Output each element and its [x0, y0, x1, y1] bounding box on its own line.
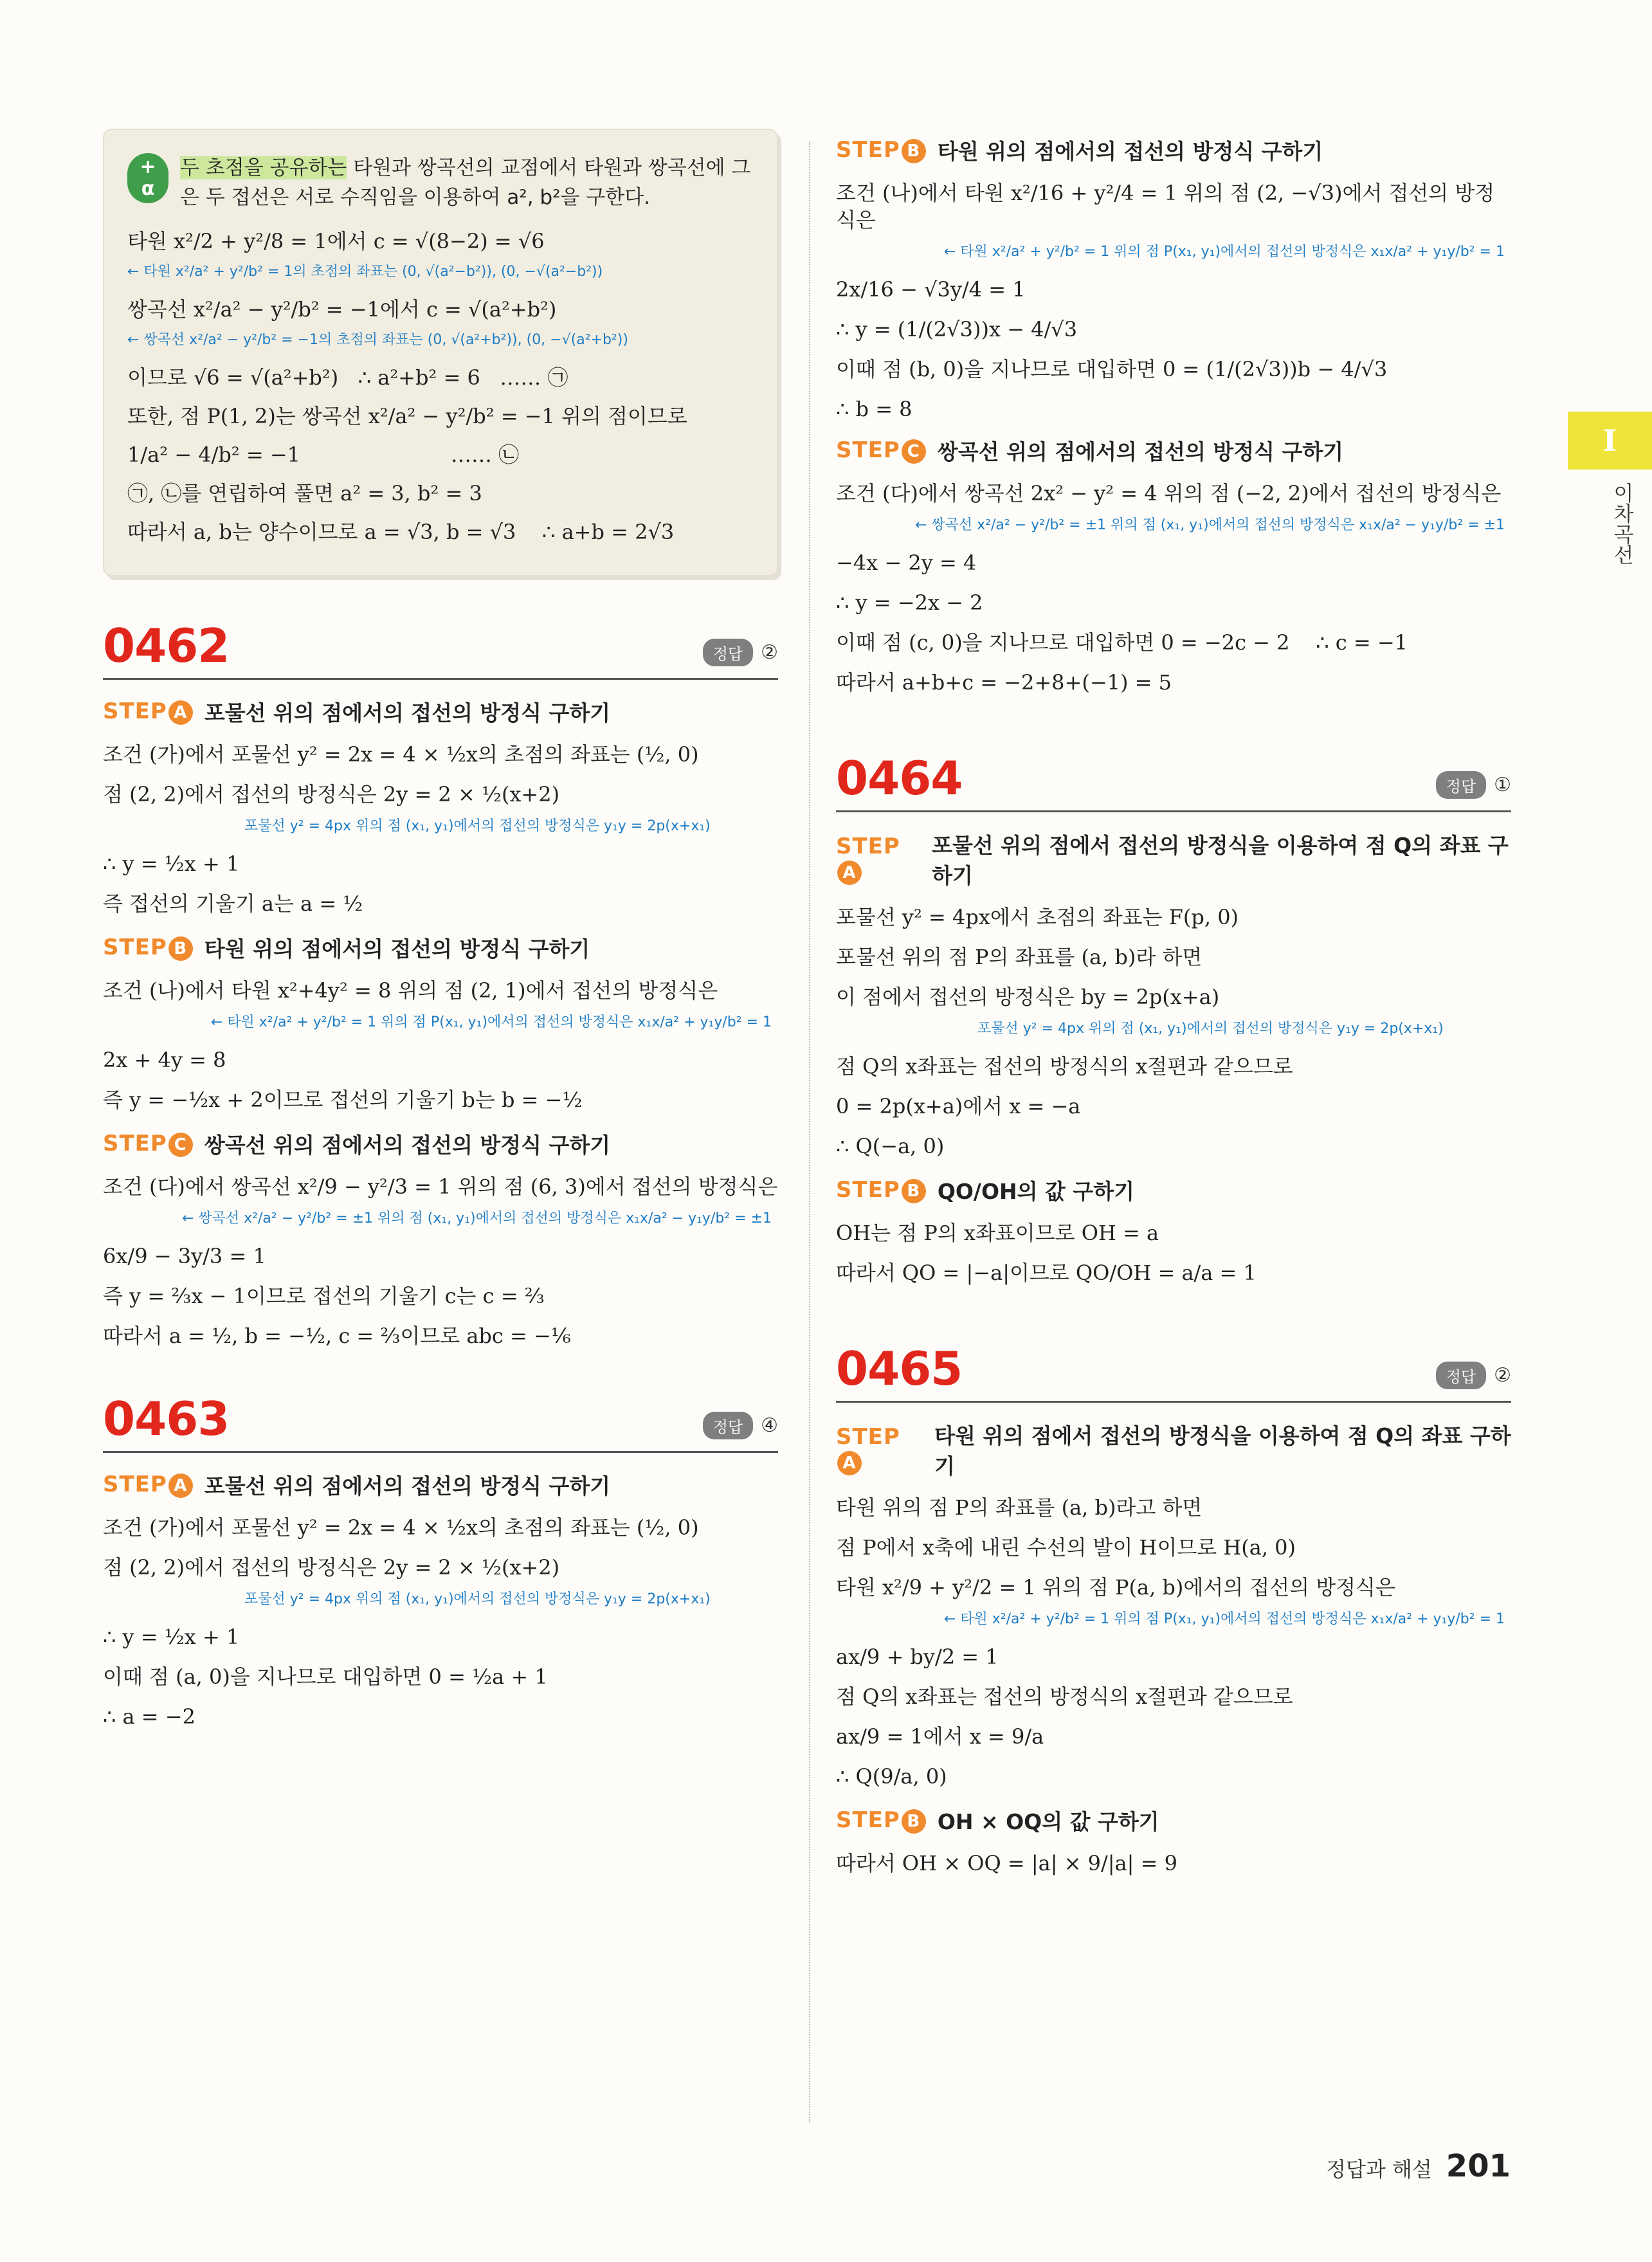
step-letter-icon: A	[168, 700, 193, 725]
step-title: 타원 위의 점에서 접선의 방정식을 이용하여 점 Q의 좌표 구하기	[934, 1423, 1511, 1479]
step-heading	[836, 1805, 1511, 1836]
solution-step	[836, 435, 1511, 696]
step-title: 포물선 위의 점에서의 접선의 방정식 구하기	[204, 1473, 611, 1499]
step-heading	[103, 1129, 778, 1159]
problem-header	[103, 1394, 778, 1453]
problem-header	[836, 751, 1511, 812]
step-label: STEP C	[836, 437, 926, 464]
solution-line: 조건 (나)에서 타원 x²+4y² = 8 위의 점 (2, 1)에서 접선의 방정식은	[103, 978, 718, 1003]
solution-step	[836, 1419, 1511, 1790]
step-heading	[836, 435, 1511, 466]
solution-line: 점 Q의 x좌표는 접선의 방정식의 x절편과 같으므로	[836, 1054, 1293, 1079]
solution-line: 이때 점 (b, 0)을 지나므로 대입하면 0 = (1/(2√3))b − 4/√3	[836, 357, 1388, 381]
problem-header	[103, 621, 778, 680]
solution-line: 점 P에서 x축에 내린 수선의 발이 H이므로 H(a, 0)	[836, 1535, 1296, 1560]
answer-badge: 정답	[703, 639, 753, 666]
step-letter-icon: A	[837, 1451, 862, 1475]
problem-0462	[103, 621, 778, 1349]
answer-badge: 정답	[1436, 1362, 1486, 1389]
step-letter-icon: A	[168, 1473, 193, 1498]
answer-indicator	[1436, 1362, 1511, 1393]
chapter-tab	[1568, 412, 1652, 470]
solution-line: 2x/16 − √3y/4 = 1	[836, 277, 1026, 302]
formula-note: ← 타원 x²/a² + y²/b² = 1 위의 점 P(x₁, y₁)에서의 접선의 방정식은 x₁x/a² + y₁y/b² = 1	[210, 1014, 772, 1030]
solution-line: ∴ y = ½x + 1	[103, 852, 240, 876]
solution-line: 타원 위의 점 P의 좌표를 (a, b)라고 하면	[836, 1495, 1203, 1520]
solution-line: ∴ y = (1/(2√3))x − 4/√3	[836, 317, 1078, 342]
answer-indicator	[1436, 771, 1511, 803]
step-heading	[103, 933, 778, 963]
tip-line: 1/a² − 4/b² = −1 …… ㉡	[127, 442, 520, 467]
step-letter-icon: B	[902, 139, 926, 163]
solution-line: 즉 y = −½x + 2이므로 접선의 기울기 b는 b = −½	[103, 1088, 583, 1112]
solution-line: 이때 점 (a, 0)을 지나므로 대입하면 0 = ½a + 1	[103, 1665, 548, 1689]
step-title: OH × OQ의 값 구하기	[937, 1809, 1159, 1834]
step-heading	[103, 1470, 778, 1500]
solution-step	[103, 1470, 778, 1730]
answer-indicator	[703, 1412, 778, 1443]
solution-line: OH는 점 P의 x좌표이므로 OH = a	[836, 1221, 1159, 1245]
right-column	[836, 129, 1511, 1890]
problem-0465	[836, 1344, 1511, 1877]
problem-number: 0462	[103, 619, 230, 673]
chapter-tab-mark: I	[1602, 423, 1617, 458]
answer-indicator	[703, 639, 778, 670]
solution-line: ∴ y = −2x − 2	[836, 590, 983, 615]
solution-line: 0 = 2p(x+a)에서 x = −a	[836, 1094, 1081, 1118]
problem-0464	[836, 751, 1511, 1286]
step-letter-icon: C	[168, 1133, 193, 1157]
solution-line: ∴ Q(−a, 0)	[836, 1134, 945, 1158]
tip-highlight: 두 초점을 공유하는	[180, 156, 347, 179]
solution-line: 이 점에서 접선의 방정식은 by = 2p(x+a)	[836, 985, 1220, 1009]
formula-note: ← 쌍곡선 x²/a² − y²/b² = −1의 초점의 좌표는 (0, √(a²+b²)), (0, −√(a²+b²))	[127, 332, 628, 348]
solution-line: 따라서 a+b+c = −2+8+(−1) = 5	[836, 670, 1172, 695]
formula-note: ← 쌍곡선 x²/a² − y²/b² = ±1 위의 점 (x₁, y₁)에서의 접선의 방정식은 x₁x/a² − y₁y/b² = ±1	[182, 1210, 772, 1227]
solution-line: ∴ b = 8	[836, 397, 912, 421]
solution-step	[103, 933, 778, 1113]
step-letter-icon: B	[168, 936, 193, 961]
left-column	[103, 129, 778, 1743]
step-label: STEPA	[836, 1424, 923, 1476]
problem-header	[836, 1344, 1511, 1403]
step-title: 타원 위의 점에서의 접선의 방정식 구하기	[204, 936, 590, 962]
problem-number: 0464	[836, 751, 963, 805]
solution-line: 점 (2, 2)에서 접선의 방정식은 2y = 2 × ½(x+2)	[103, 1555, 560, 1580]
solution-line: 조건 (다)에서 쌍곡선 x²/9 − y²/3 = 1 위의 점 (6, 3)에서 접선의 방정식은	[103, 1174, 778, 1199]
solution-line: −4x − 2y = 4	[836, 551, 977, 575]
answer-value: ④	[761, 1414, 778, 1437]
solution-line: 점 (2, 2)에서 접선의 방정식은 2y = 2 × ½(x+2)	[103, 782, 560, 807]
solution-line: 따라서 OH × OQ = |a| × 9/|a| = 9	[836, 1851, 1177, 1875]
tip-box	[103, 129, 778, 576]
column-divider	[809, 141, 810, 2122]
solution-line: 즉 접선의 기울기 a는 a = ½	[103, 891, 363, 916]
footer-label: 정답과 해설	[1326, 2157, 1432, 2182]
step-label: STEP A	[103, 698, 193, 725]
solution-step	[836, 135, 1511, 423]
page-number: 201	[1446, 2148, 1511, 2184]
problem-number: 0465	[836, 1342, 963, 1396]
formula-note: ← 쌍곡선 x²/a² − y²/b² = ±1 위의 점 (x₁, y₁)에서의 접선의 방정식은 x₁x/a² − y₁y/b² = ±1	[915, 517, 1505, 533]
step-label: STEP A	[103, 1472, 193, 1498]
solution-line: 이때 점 (c, 0)을 지나므로 대입하면 0 = −2c − 2 ∴ c = −1	[836, 630, 1408, 655]
step-label: STEP B	[103, 935, 193, 961]
answer-value: ②	[1494, 1364, 1511, 1387]
tip-line: 쌍곡선 x²/a² − y²/b² = −1에서 c = √(a²+b²)	[127, 297, 557, 322]
solution-line: 조건 (나)에서 타원 x²/16 + y²/4 = 1 위의 점 (2, −√3)에서 접선의 방정식은	[836, 181, 1495, 232]
solution-line: 타원 x²/9 + y²/2 = 1 위의 점 P(a, b)에서의 접선의 방정식은	[836, 1575, 1395, 1600]
formula-note: ← 타원 x²/a² + y²/b² = 1 위의 점 P(x₁, y₁)에서의 접선의 방정식은 x₁x/a² + y₁y/b² = 1	[943, 244, 1505, 260]
step-title: 쌍곡선 위의 점에서의 접선의 방정식 구하기	[937, 439, 1344, 464]
solution-line: 조건 (가)에서 포물선 y² = 2x = 4 × ½x의 초점의 좌표는 (½, 0)	[103, 1515, 699, 1540]
step-title: 쌍곡선 위의 점에서의 접선의 방정식 구하기	[204, 1133, 611, 1158]
solution-line: 조건 (다)에서 쌍곡선 2x² − y² = 4 위의 점 (−2, 2)에서 접선의 방정식은	[836, 481, 1502, 506]
step-label: STEP B	[836, 137, 926, 163]
solution-line: ax/9 = 1에서 x = 9/a	[836, 1724, 1044, 1749]
problem-0463	[103, 1394, 778, 1730]
solution-line: 즉 y = ⅔x − 1이므로 접선의 기울기 c는 c = ⅔	[103, 1284, 545, 1308]
formula-note: 포물선 y² = 4px 위의 점 (x₁, y₁)에서의 접선의 방정식은 y₁y = 2p(x+x₁)	[977, 1021, 1444, 1037]
step-title: 타원 위의 점에서의 접선의 방정식 구하기	[937, 139, 1323, 164]
formula-note: ← 타원 x²/a² + y²/b² = 1 위의 점 P(x₁, y₁)에서의 접선의 방정식은 x₁x/a² + y₁y/b² = 1	[943, 1611, 1505, 1627]
solution-step	[836, 829, 1511, 1160]
solution-line: 따라서 QO = |−a|이므로 QO/OH = a/a = 1	[836, 1261, 1257, 1285]
step-title: 포물선 위의 점에서 접선의 방정식을 이용하여 점 Q의 좌표 구하기	[932, 833, 1509, 888]
solution-line: 점 Q의 x좌표는 접선의 방정식의 x절편과 같으므로	[836, 1684, 1293, 1709]
formula-note: ← 타원 x²/a² + y²/b² = 1의 초점의 좌표는 (0, √(a²−b²)), (0, −√(a²−b²))	[127, 264, 603, 280]
step-label: STEPA	[836, 834, 920, 886]
formula-note: 포물선 y² = 4px 위의 점 (x₁, y₁)에서의 접선의 방정식은 y₁y = 2p(x+x₁)	[244, 818, 711, 834]
tip-line: 또한, 점 P(1, 2)는 쌍곡선 x²/a² − y²/b² = −1 위의 점이므로	[127, 404, 687, 428]
step-label: STEP B	[836, 1177, 926, 1203]
answer-value: ②	[761, 641, 778, 664]
tip-line: 타원 x²/2 + y²/8 = 1에서 c = √(8−2) = √6	[127, 229, 545, 253]
solution-step	[103, 697, 778, 917]
answer-badge: 정답	[703, 1412, 753, 1439]
step-heading	[836, 135, 1511, 165]
answer-badge: 정답	[1436, 771, 1486, 799]
solution-step	[836, 1805, 1511, 1877]
step-letter-icon: A	[837, 861, 862, 885]
formula-note: 포물선 y² = 4px 위의 점 (x₁, y₁)에서의 접선의 방정식은 y₁y = 2p(x+x₁)	[244, 1591, 711, 1607]
tip-lines	[127, 228, 754, 545]
solution-line: ∴ Q(9/a, 0)	[836, 1764, 947, 1789]
chapter-tab-label: 이차곡선	[1610, 482, 1635, 565]
step-heading	[836, 1419, 1511, 1480]
tip-line: 이므로 √6 = √(a²+b²) ∴ a²+b² = 6 …… ㉠	[127, 365, 568, 390]
solution-line: 6x/9 − 3y/3 = 1	[103, 1244, 266, 1268]
step-heading	[836, 829, 1511, 889]
problem-0463-continued	[836, 135, 1511, 696]
plus-alpha-icon: + α	[127, 153, 168, 203]
step-heading	[103, 697, 778, 727]
step-heading	[836, 1175, 1511, 1205]
step-label: STEP B	[836, 1807, 926, 1834]
step-title: QO/OH의 값 구하기	[937, 1179, 1135, 1204]
solution-line: 따라서 a = ½, b = −½, c = ⅔이므로 abc = −⅙	[103, 1324, 571, 1348]
problem-number: 0463	[103, 1392, 230, 1446]
solution-line: ∴ y = ½x + 1	[103, 1625, 240, 1649]
solution-step	[836, 1175, 1511, 1286]
step-label: STEP C	[103, 1131, 193, 1157]
solution-line: ax/9 + by/2 = 1	[836, 1645, 999, 1669]
step-title: 포물선 위의 점에서의 접선의 방정식 구하기	[204, 700, 611, 725]
tip-line: 따라서 a, b는 양수이므로 a = √3, b = √3 ∴ a+b = 2√3	[127, 520, 675, 544]
solution-line: ∴ a = −2	[103, 1704, 195, 1729]
step-letter-icon: B	[902, 1179, 926, 1203]
solution-line: 2x + 4y = 8	[103, 1048, 226, 1072]
tip-line: ㉠, ㉡를 연립하여 풀면 a² = 3, b² = 3	[127, 481, 482, 506]
tip-intro: 두 초점을 공유하는 타원과 쌍곡선의 교점에서 타원과 쌍곡선에 그은 두 접선은 서로 수직임을 이용하여 a², b²을 구한다.	[180, 156, 751, 209]
solution-line: 포물선 위의 점 P의 좌표를 (a, b)라 하면	[836, 945, 1203, 969]
step-letter-icon: B	[902, 1809, 926, 1834]
solution-line: 조건 (가)에서 포물선 y² = 2x = 4 × ½x의 초점의 좌표는 (½, 0)	[103, 742, 699, 767]
step-letter-icon: C	[902, 439, 926, 464]
answer-value: ①	[1494, 774, 1511, 796]
solution-line: 포물선 y² = 4px에서 초점의 좌표는 F(p, 0)	[836, 905, 1239, 929]
solution-step	[103, 1129, 778, 1349]
page-footer	[1326, 2148, 1511, 2184]
